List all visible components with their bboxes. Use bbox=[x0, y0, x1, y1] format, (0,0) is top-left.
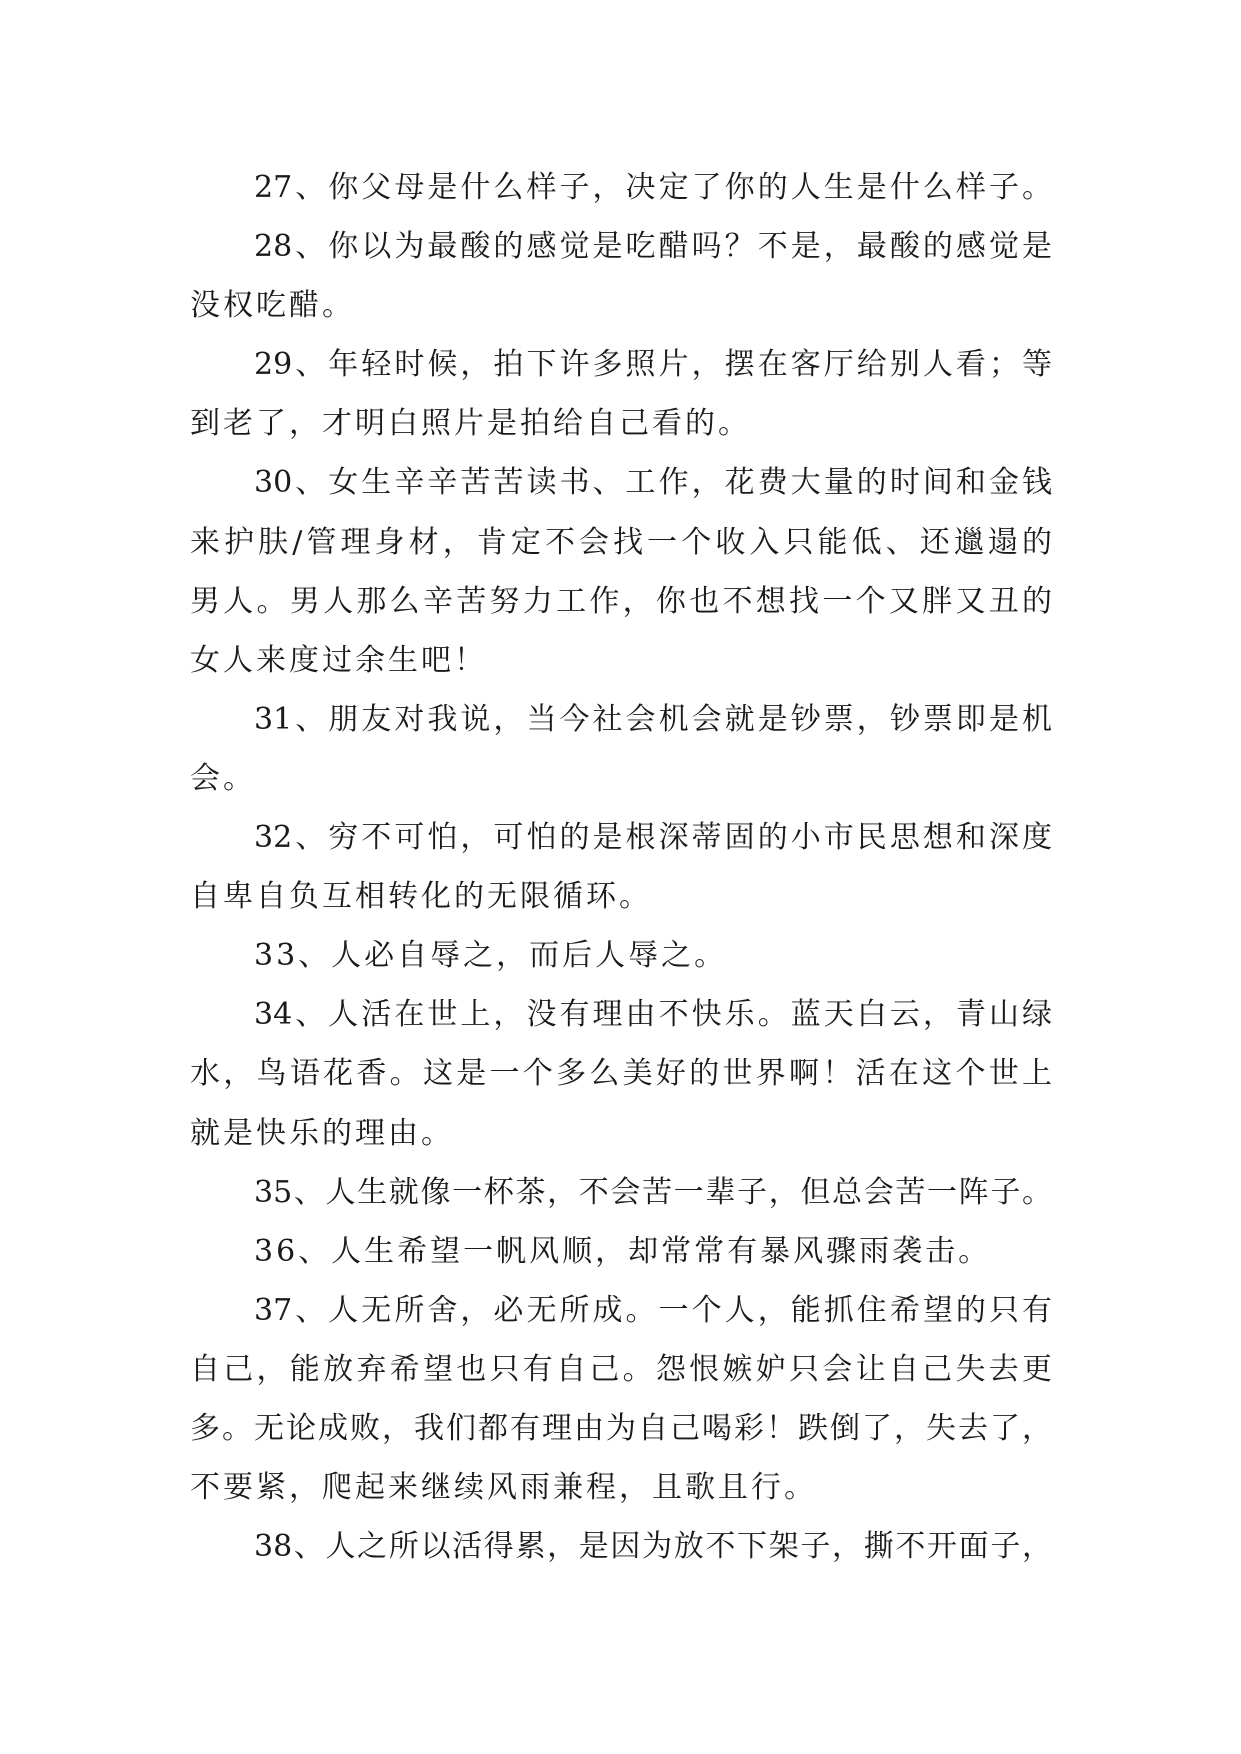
paragraph bbox=[190, 808, 1052, 926]
paragraph bbox=[190, 1163, 1052, 1222]
text-line: 会。 bbox=[190, 760, 256, 796]
text-line: 不要紧，爬起来继续风雨兼程，且歌且行。 bbox=[190, 1470, 817, 1506]
paragraph-first-line: 35、人生就像一杯茶，不会苦一辈子，但总会苦一阵子。 bbox=[254, 1174, 1052, 1210]
paragraph bbox=[190, 1517, 1052, 1576]
paragraph-first-line: 36、人生希望一帆风顺，却常常有暴风骤雨袭击。 bbox=[254, 1233, 992, 1269]
paragraph-first-line: 38、人之所以活得累，是因为放不下架子，撕不开面子， bbox=[254, 1529, 1052, 1565]
text-line: 水，鸟语花香。这是一个多么美好的世界啊！活在这个世上 bbox=[190, 1056, 1052, 1092]
text-line: 就是快乐的理由。 bbox=[190, 1115, 454, 1151]
paragraph-first-line: 32、穷不可怕，可怕的是根深蒂固的小市民思想和深度 bbox=[254, 820, 1052, 856]
text-line: 到老了，才明白照片是拍给自己看的。 bbox=[190, 406, 751, 442]
paragraph bbox=[190, 690, 1052, 808]
paragraph bbox=[190, 1281, 1052, 1517]
paragraph bbox=[190, 335, 1052, 453]
paragraph-first-line: 37、人无所舍，必无所成。一个人，能抓住希望的只有 bbox=[254, 1292, 1052, 1328]
paragraph-first-line: 33、人必自辱之，而后人辱之。 bbox=[254, 938, 728, 974]
paragraph-first-line: 27、你父母是什么样子，决定了你的人生是什么样子。 bbox=[254, 170, 1052, 205]
paragraph bbox=[190, 217, 1052, 335]
text-line: 男人。男人那么辛苦努力工作，你也不想找一个又胖又丑的 bbox=[190, 583, 1052, 619]
text-line: 自卑自负互相转化的无限循环。 bbox=[190, 879, 652, 915]
text-line: 来护肤/管理身材，肯定不会找一个收入只能低、还邋遢的 bbox=[190, 524, 1052, 560]
paragraph bbox=[190, 985, 1052, 1162]
paragraph-first-line: 29、年轻时候，拍下许多照片，摆在客厅给别人看；等 bbox=[254, 347, 1052, 383]
paragraph-first-line: 31、朋友对我说，当今社会机会就是钞票，钞票即是机 bbox=[254, 701, 1052, 737]
paragraph-first-line: 28、你以为最酸的感觉是吃醋吗？不是，最酸的感觉是 bbox=[254, 229, 1052, 265]
text-line: 自己，能放弃希望也只有自己。怨恨嫉妒只会让自己失去更 bbox=[190, 1351, 1052, 1387]
paragraph bbox=[190, 926, 1052, 985]
paragraph-first-line: 30、女生辛辛苦苦读书、工作，花费大量的时间和金钱 bbox=[254, 465, 1052, 501]
paragraph-first-line: 34、人活在世上，没有理由不快乐。蓝天白云，青山绿 bbox=[254, 997, 1052, 1033]
text-line: 没权吃醋。 bbox=[190, 288, 355, 324]
paragraph bbox=[190, 1222, 1052, 1281]
paragraph bbox=[190, 453, 1052, 689]
text-line: 女人来度过余生吧！ bbox=[190, 642, 487, 678]
paragraph bbox=[190, 158, 1052, 217]
document-page bbox=[190, 158, 1052, 1576]
text-line: 多。无论成败，我们都有理由为自己喝彩！跌倒了，失去了， bbox=[190, 1410, 1052, 1446]
